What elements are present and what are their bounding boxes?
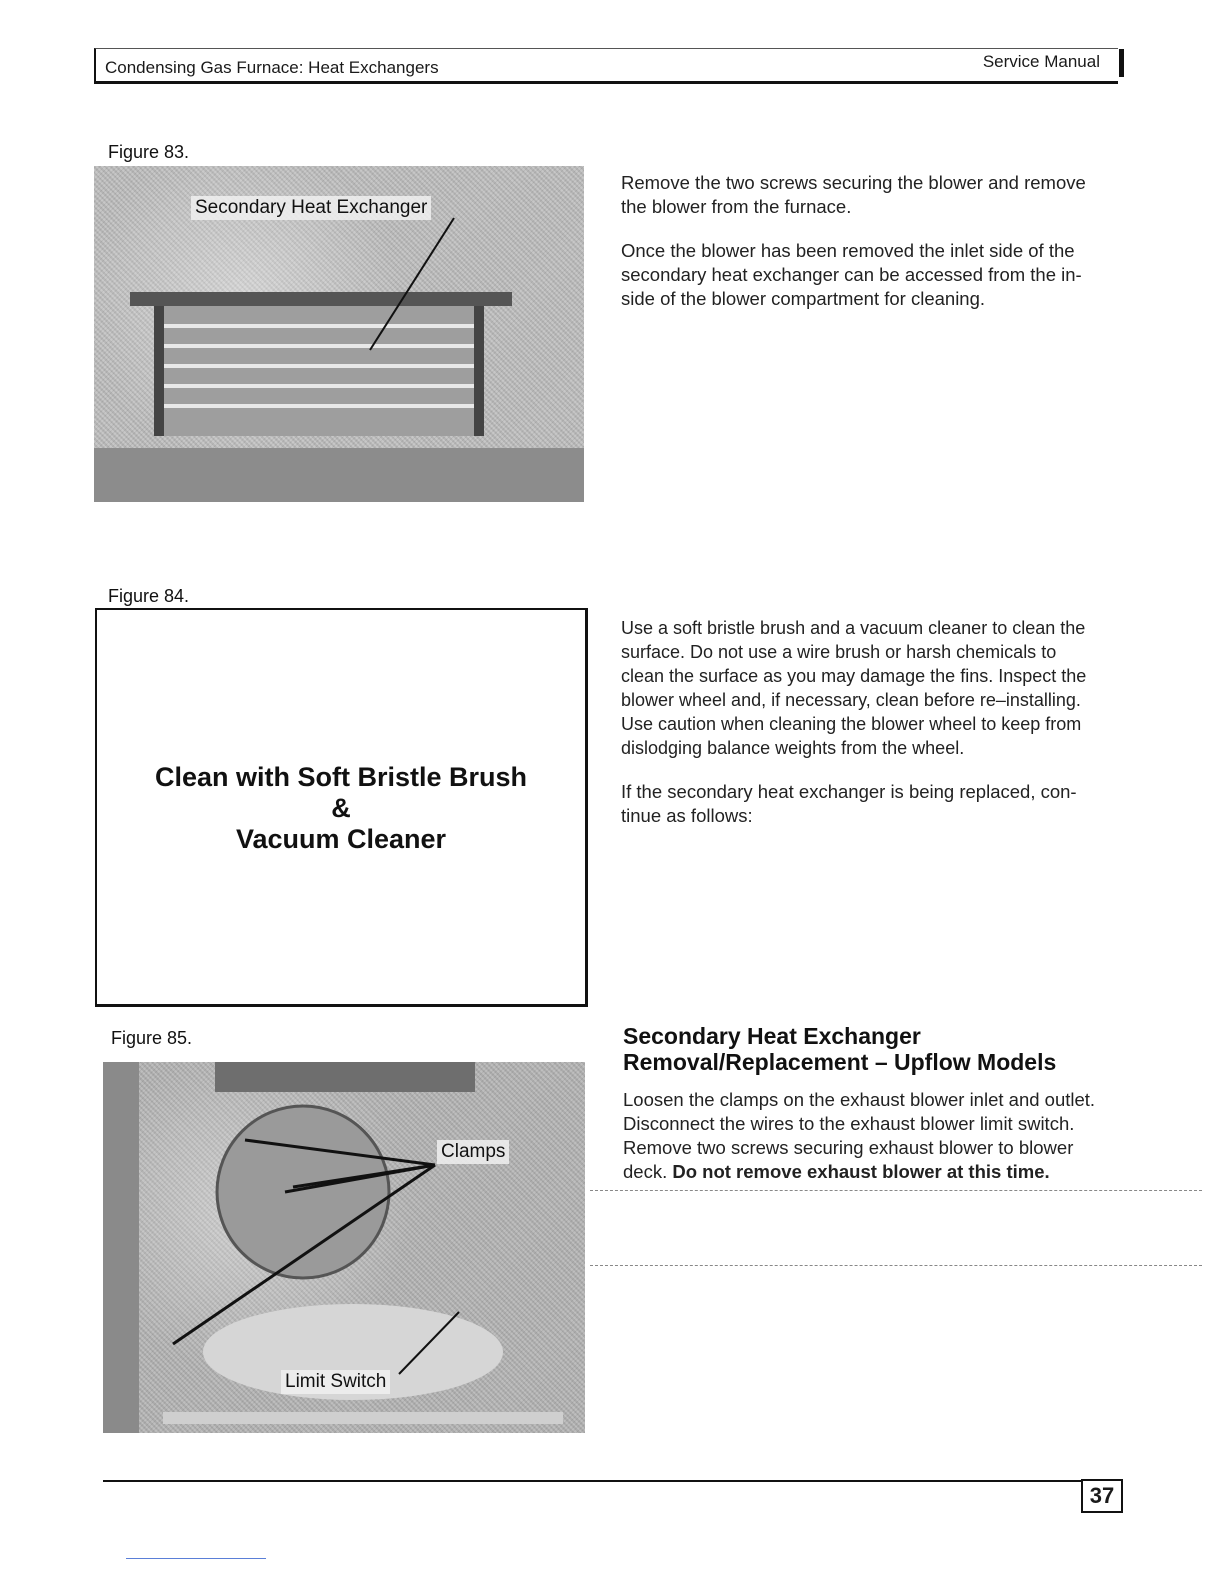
scan-artifact-line [590,1265,1202,1266]
text-line: If the secondary heat exchanger is being replaced, con- [621,781,1077,802]
heading-line: Secondary Heat Exchanger [623,1023,921,1049]
paragraph-cleaning [621,616,1086,760]
instruction-line: & [331,793,351,823]
figure-84-box [95,608,588,1007]
limit-switch-callout: Limit Switch [281,1370,390,1394]
text-line: Remove two screws securing exhaust blower to blower [623,1137,1074,1158]
scan-artifact-blue-line [126,1558,266,1559]
paragraph-inlet-access [621,239,1082,311]
text-line: Remove the two screws securing the blower and remove [621,172,1086,193]
text-line: side of the blower compartment for cleaning. [621,288,986,309]
text-line: blower wheel and, if necessary, clean before re–installing. [621,690,1081,710]
blower-deck [215,1062,475,1092]
figure-84-label: Figure 84. [108,586,190,606]
text-line: the blower from the furnace. [621,196,852,217]
exchanger-left-frame [154,306,164,436]
text-line: surface. Do not use a wire brush or harsh chemicals to [621,642,1057,662]
manual-name: Service Manual [982,52,1100,71]
text-segment: deck. [623,1161,673,1182]
cleaning-instruction [97,762,585,855]
instruction-line: Clean with Soft Bristle Brush [154,762,528,792]
section-title: Condensing Gas Furnace: Heat Exchangers [105,58,439,77]
footer-rule [103,1480,1121,1482]
figure-83-label: Figure 83. [108,142,190,162]
section-heading [623,1023,1056,1075]
text-line: Use caution when cleaning the blower wheel to keep from [621,714,1082,734]
instruction-line: Vacuum Cleaner [235,824,447,854]
scan-artifact-line [590,1190,1202,1191]
text-line: tinue as follows: [621,805,753,826]
figure-85-label: Figure 85. [111,1028,193,1048]
header-rule [1119,49,1124,77]
paragraph-continue [621,780,1077,828]
clamps-callout: Clamps [437,1140,509,1164]
text-line: Disconnect the wires to the exhaust blower limit switch. [623,1113,1075,1134]
text-line: dislodging balance weights from the wheel. [621,738,965,758]
exhaust-blower-housing [217,1106,389,1278]
text-line: Loosen the clamps on the exhaust blower inlet and outlet. [623,1089,1096,1110]
exchanger-right-frame [474,306,484,436]
text-line: Use a soft bristle brush and a vacuum cleaner to clean the [621,618,1086,638]
figure-85-photo [103,1062,585,1433]
paragraph-upflow-removal [623,1088,1095,1184]
heat-exchanger-top-rail [130,292,512,306]
page-number: 37 [1081,1479,1123,1513]
figure-83-photo [94,166,584,502]
text-line [623,1160,1095,1184]
text-line: clean the surface as you may damage the fins. Inspect the [621,666,1087,686]
cabinet-left-wall [103,1062,139,1433]
warning-text: Do not remove exhaust blower at this time. [672,1161,1050,1182]
secondary-heat-exchanger-callout: Secondary Heat Exchanger [191,196,431,220]
text-line: secondary heat exchanger can be accessed from the in- [621,264,1082,285]
text-line: Once the blower has been removed the inlet side of the [621,240,1075,261]
paragraph-remove-blower [621,171,1086,219]
compartment-floor [94,448,584,502]
floor-pan [163,1412,563,1424]
heading-line: Removal/Replacement – Upflow Models [623,1049,1057,1075]
page-header [94,48,1118,84]
